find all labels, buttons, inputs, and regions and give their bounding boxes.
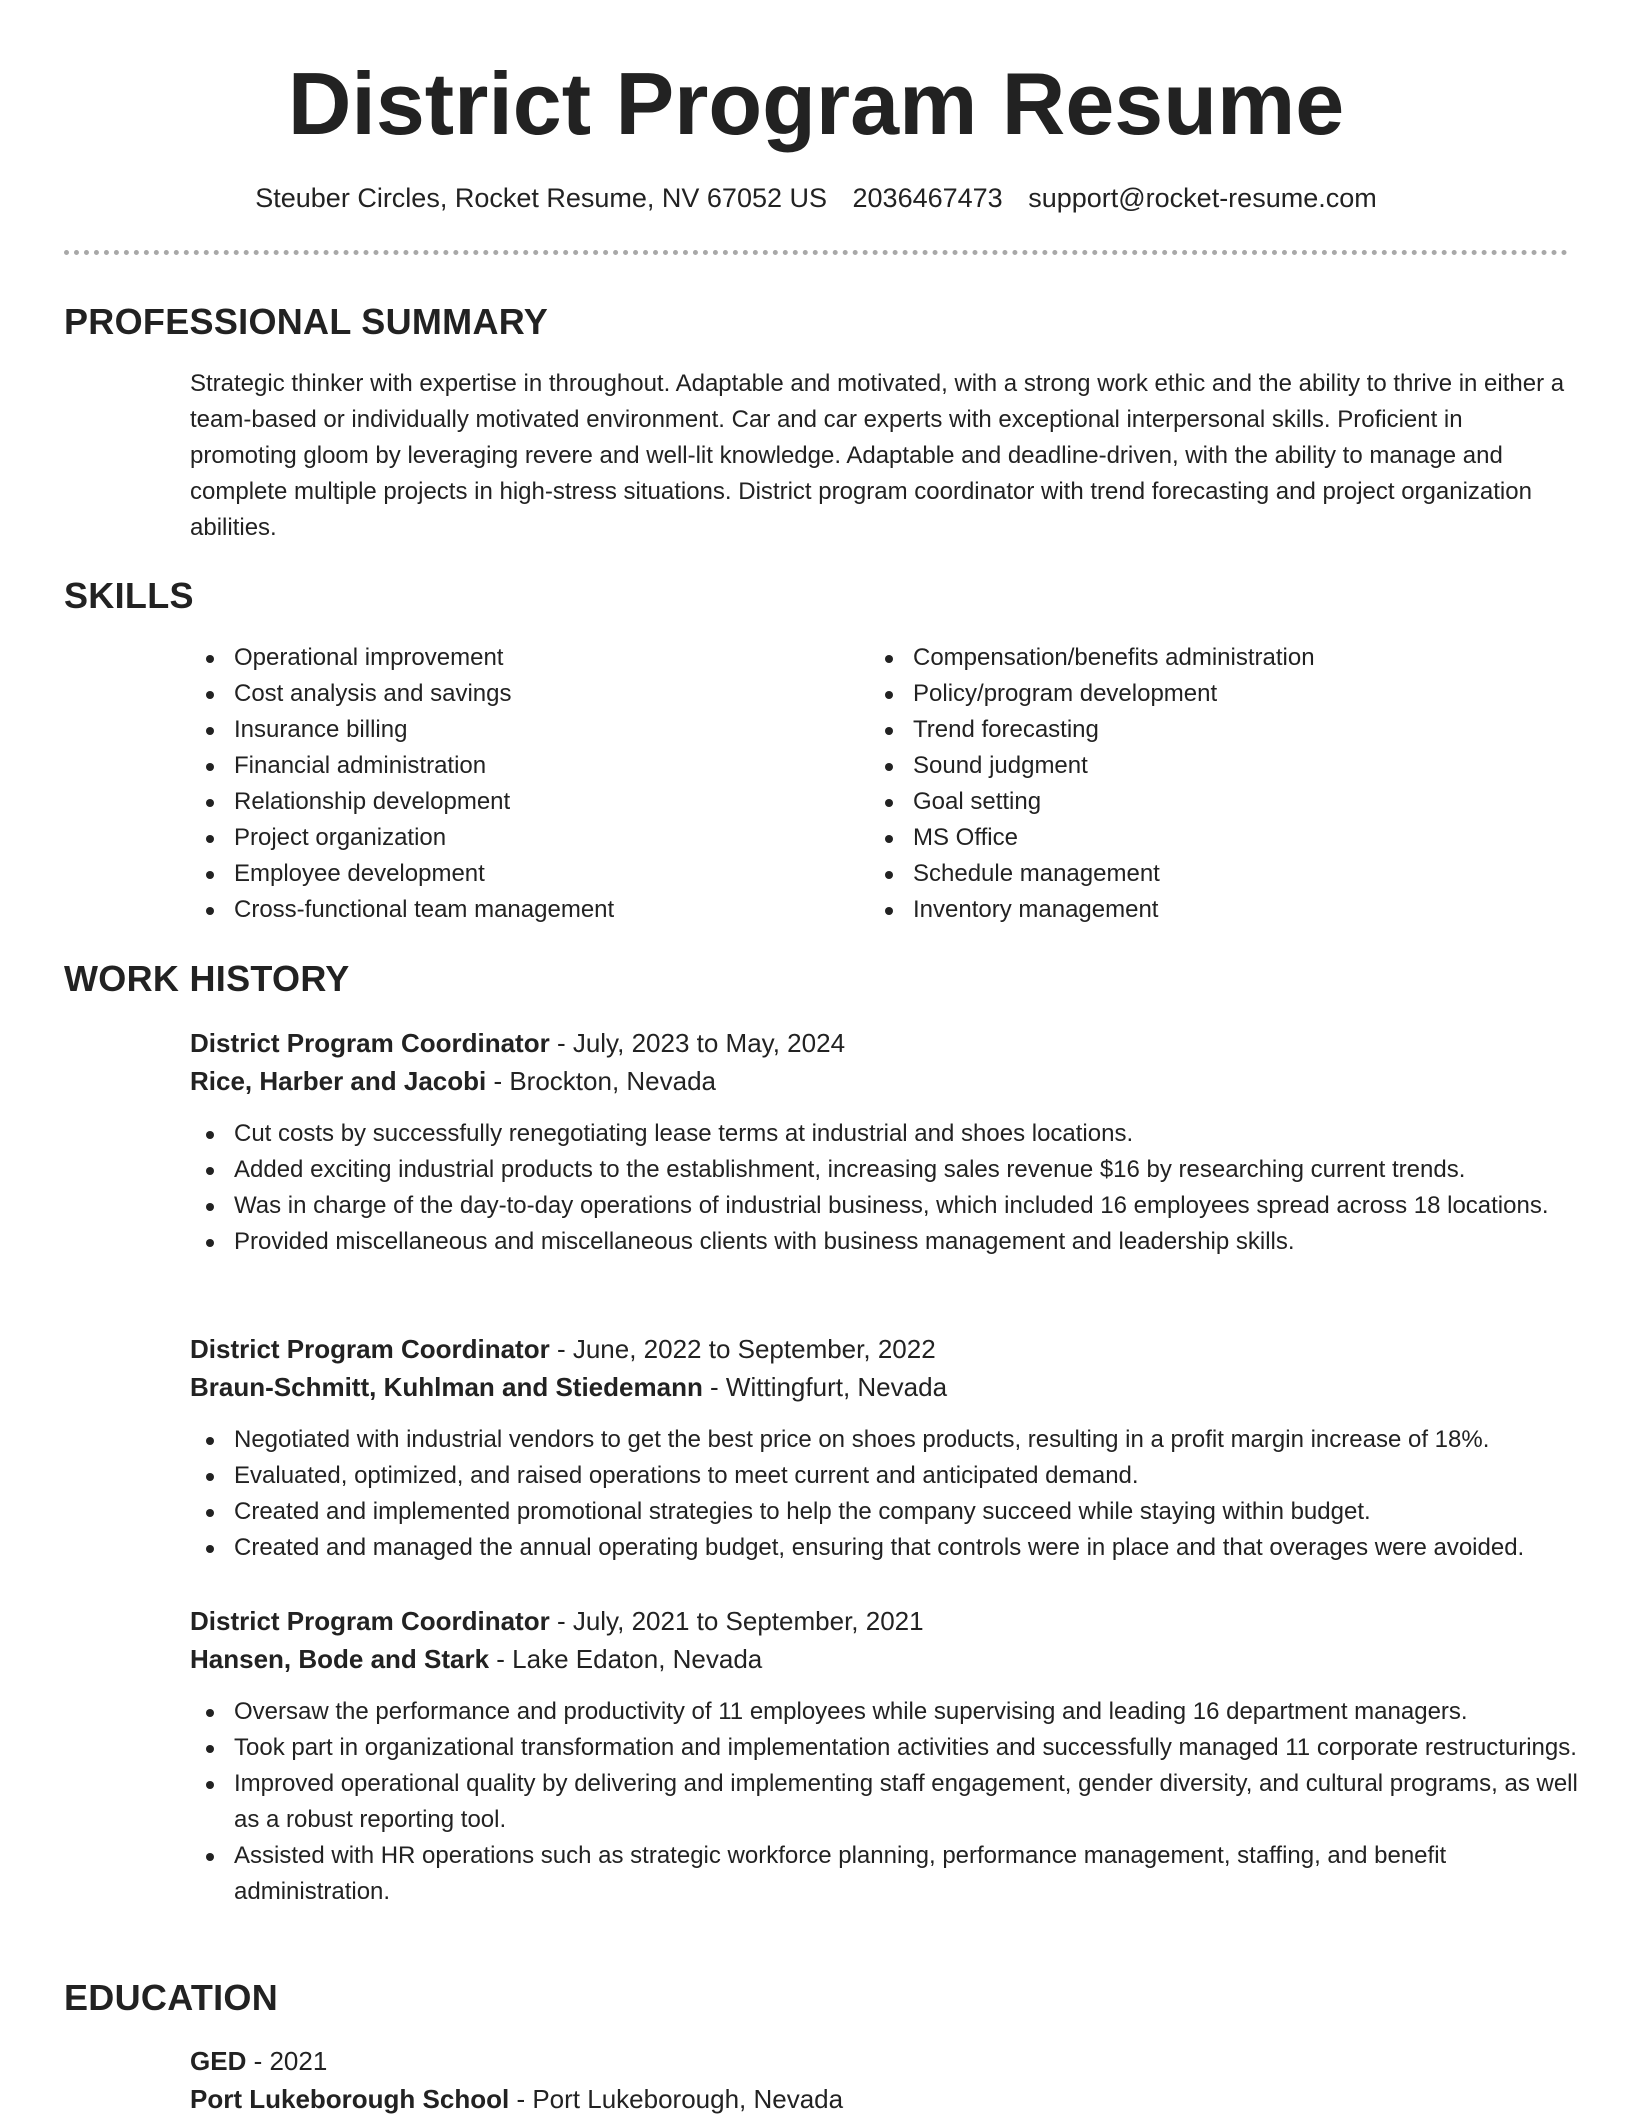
skill-item: Trend forecasting [869, 712, 1569, 748]
job-company: Hansen, Bode and Stark [190, 1644, 490, 1674]
job-company: Rice, Harber and Jacobi [190, 1066, 487, 1096]
job-company: Braun-Schmitt, Kuhlman and Stiedemann [190, 1372, 703, 1402]
job-bullet: Was in charge of the day-to-day operations of industrial business, which included 16 employees spread across 18 locations. [190, 1188, 1580, 1224]
skills-list-right [869, 640, 1569, 928]
job-entry [190, 1024, 1580, 1260]
job-entry [190, 1602, 1580, 1910]
contact-email: support@rocket-resume.com [1028, 183, 1377, 213]
skills-list-left [190, 640, 850, 928]
education-year: - 2021 [246, 2046, 328, 2076]
job-title-line [190, 1024, 1580, 1062]
job-title-line [190, 1330, 1580, 1368]
job-bullets [190, 1116, 1580, 1260]
job-bullet: Negotiated with industrial vendors to get the best price on shoes products, resulting in a profit margin increase of 18%. [190, 1422, 1580, 1458]
education-heading: EDUCATION [64, 1977, 279, 2018]
contact-line [0, 180, 1632, 216]
skill-item: Inventory management [869, 892, 1569, 928]
job-company-line [190, 1368, 1580, 1406]
job-company-line [190, 1640, 1580, 1678]
education-degree: GED [190, 2046, 247, 2076]
job-bullet: Evaluated, optimized, and raised operations to meet current and anticipated demand. [190, 1458, 1580, 1494]
job-location: - Brockton, Nevada [486, 1066, 717, 1096]
skill-item: MS Office [869, 820, 1569, 856]
skill-item: Project organization [190, 820, 850, 856]
job-dates: - June, 2022 to September, 2022 [549, 1334, 936, 1364]
job-title: District Program Coordinator [190, 1606, 550, 1636]
skill-item: Goal setting [869, 784, 1569, 820]
education-location: - Port Lukeborough, Nevada [509, 2084, 844, 2114]
education-entry [190, 2042, 1580, 2118]
skill-item: Policy/program development [869, 676, 1569, 712]
skill-item: Cost analysis and savings [190, 676, 850, 712]
resume-title: District Program Resume [287, 54, 1345, 153]
job-title: District Program Coordinator [190, 1028, 550, 1058]
skill-item: Operational improvement [190, 640, 850, 676]
job-title-line [190, 1602, 1580, 1640]
skills-heading: SKILLS [64, 575, 194, 616]
education-school-line [190, 2080, 1580, 2118]
skill-item: Schedule management [869, 856, 1569, 892]
summary-heading: PROFESSIONAL SUMMARY [64, 301, 549, 342]
job-bullet: Cut costs by successfully renegotiating lease terms at industrial and shoes locations. [190, 1116, 1580, 1152]
job-bullet: Provided miscellaneous and miscellaneous clients with business management and leadership skills. [190, 1224, 1580, 1260]
education-school: Port Lukeborough School [190, 2084, 510, 2114]
job-bullets [190, 1422, 1580, 1566]
summary-text: Strategic thinker with expertise in throughout. Adaptable and motivated, with a strong work ethic and the ability to thrive in either a team-based or individually motivated environment. Car and car experts with exceptional interpersonal skills. Proficient in promoting gloom by leveraging revere and well-lit knowledge. Adaptable and deadline-driven, with the ability to manage and complete multiple projects in high-stress situations. District program coordinator with trend forecasting and project organization abilities. [190, 370, 1565, 541]
skill-item: Relationship development [190, 784, 850, 820]
job-dates: - July, 2021 to September, 2021 [549, 1606, 924, 1636]
skill-item: Insurance billing [190, 712, 850, 748]
job-location: - Wittingfurt, Nevada [702, 1372, 948, 1402]
skill-item: Financial administration [190, 748, 850, 784]
education-degree-line [190, 2042, 1580, 2080]
skill-item: Employee development [190, 856, 850, 892]
job-bullet: Created and implemented promotional strategies to help the company succeed while staying within budget. [190, 1494, 1580, 1530]
job-entry [190, 1330, 1580, 1566]
job-bullet: Improved operational quality by delivering and implementing staff engagement, gender diversity, and cultural programs, as well as a robust reporting tool. [190, 1766, 1580, 1838]
skill-item: Compensation/benefits administration [869, 640, 1569, 676]
header-divider [64, 250, 1568, 255]
job-bullet: Assisted with HR operations such as strategic workforce planning, performance management, staffing, and benefit administration. [190, 1838, 1580, 1910]
work-heading: WORK HISTORY [64, 958, 350, 999]
job-dates: - July, 2023 to May, 2024 [549, 1028, 846, 1058]
job-bullet: Added exciting industrial products to the establishment, increasing sales revenue $16 by researching current trends. [190, 1152, 1580, 1188]
skill-item: Sound judgment [869, 748, 1569, 784]
skill-item: Cross-functional team management [190, 892, 850, 928]
contact-address: Steuber Circles, Rocket Resume, NV 67052 US [255, 183, 827, 213]
job-bullets [190, 1694, 1580, 1910]
job-location: - Lake Edaton, Nevada [489, 1644, 763, 1674]
job-title: District Program Coordinator [190, 1334, 550, 1364]
job-bullet: Took part in organizational transformation and implementation activities and successfully managed 11 corporate restructurings. [190, 1730, 1580, 1766]
job-bullet: Created and managed the annual operating budget, ensuring that controls were in place and that overages were avoided. [190, 1530, 1580, 1566]
contact-phone: 2036467473 [852, 183, 1003, 213]
job-company-line [190, 1062, 1580, 1100]
job-bullet: Oversaw the performance and productivity of 11 employees while supervising and leading 16 department managers. [190, 1694, 1580, 1730]
